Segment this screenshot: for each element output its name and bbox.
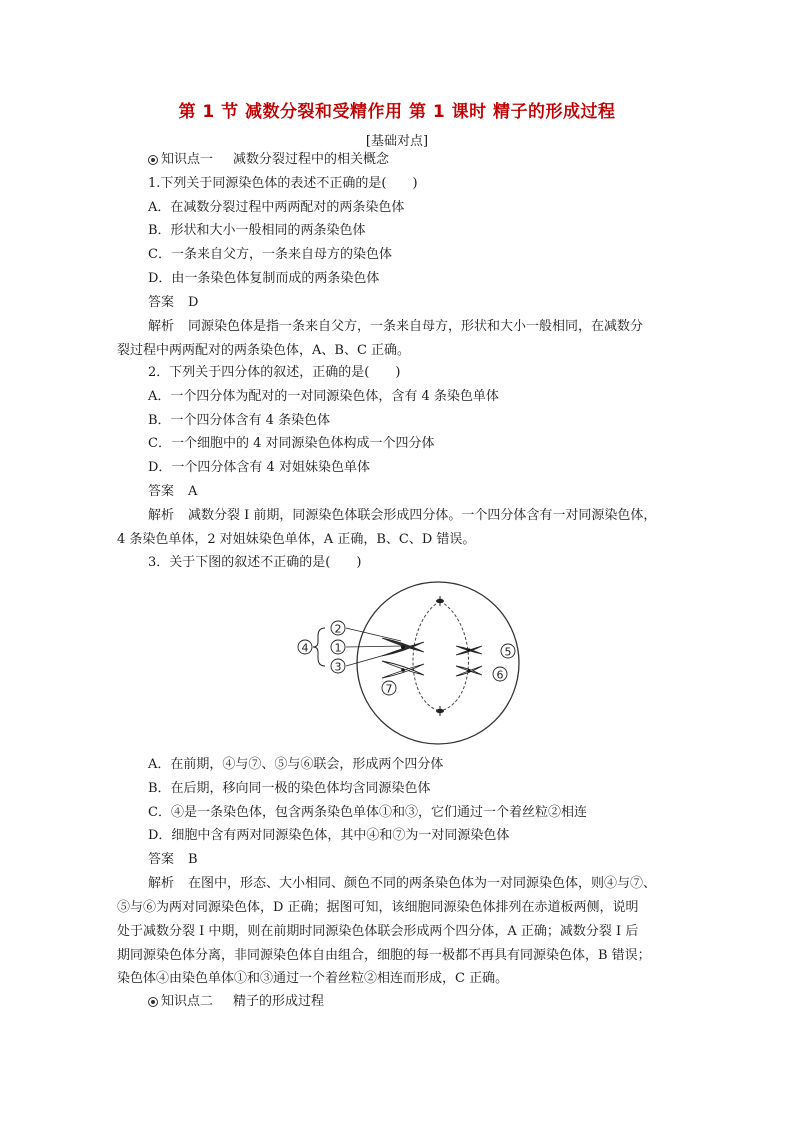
question-2-analysis-line-1 [148, 507, 656, 525]
label-2 [331, 621, 345, 636]
question-1-answer [148, 294, 198, 312]
svg-text:5: 5 [504, 645, 512, 659]
question-1-analysis-line-2: 裂过程中两两配对的两条染色体，A、B、C 正确。 [117, 343, 411, 358]
analysis-label: 解析 [148, 319, 175, 334]
section-heading: [基础对点] [365, 134, 429, 149]
label-1 [331, 640, 345, 655]
question-1-stem: 1.下列关于同源染色体的表述不正确的是( ) [148, 176, 418, 191]
question-2-option-b: B．一个四分体含有 4 条染色体 [148, 413, 331, 428]
question-3-analysis-line-1 [148, 875, 656, 893]
label-7 [382, 681, 396, 696]
question-3-stem: 3．关于下图的叙述不正确的是( ) [148, 555, 362, 570]
question-3-analysis-line-4: 期同源染色体分离，非同源染色体自由组合，细胞的每一极都不再具有同源染色体，B 错误； [117, 948, 651, 963]
label-5 [501, 644, 515, 659]
chromosome-7 [382, 661, 424, 678]
question-1-option-c: C．一条来自父方，一条来自母方的染色体 [148, 247, 392, 262]
analysis-text: 减数分裂 Ⅰ 前期，同源染色体联会形成四分体。一个四分体含有一对同源染色体， [188, 508, 657, 523]
label-4 [298, 640, 312, 655]
question-3-analysis-line-5: 染色体④由染色单体①和③通过一个着丝粒②相连而形成，C 正确。 [117, 971, 509, 986]
bullet-circle-icon [148, 155, 158, 165]
question-3-answer [148, 851, 198, 869]
knowledge-point-2 [148, 993, 324, 1011]
question-1-analysis-line-1 [148, 318, 643, 336]
svg-text:7: 7 [385, 682, 393, 696]
label-3 [331, 659, 345, 674]
question-3-analysis-line-2: ⑤与⑥为两对同源染色体，D 正确；据图可知，该细胞同源染色体排列在赤道板两侧，说明 [117, 900, 639, 915]
question-1-option-b: B．形状和大小一般相同的两条染色体 [148, 223, 366, 238]
question-1-option-a: A．在减数分裂过程中两两配对的两条染色体 [148, 200, 405, 215]
analysis-text: 在图中，形态、大小相同、颜色不同的两条染色体为一对同源染色体，则④与⑦、 [188, 876, 657, 891]
answer-label: 答案 [148, 852, 175, 867]
question-3-option-c: C．④是一条染色体，包含两条染色单体①和③，它们通过一个着丝粒②相连 [148, 805, 587, 820]
bullet-circle-icon [148, 997, 158, 1007]
answer-value: A [188, 484, 198, 499]
page-title: 第 1 节 减数分裂和受精作用 第 1 课时 精子的形成过程 [178, 102, 616, 122]
spindle-fiber-left [413, 601, 440, 711]
question-3-option-b: B．在后期，移向同一极的染色体均含同源染色体 [148, 781, 431, 796]
answer-value: B [188, 852, 198, 867]
question-3-analysis-line-3: 处于减数分裂 Ⅰ 中期，则在前期时同源染色体联会形成两个四分体，A 正确；减数分裂 Ⅰ 后 [117, 924, 639, 939]
question-1-option-d: D．由一条染色体复制而成的两条染色体 [148, 271, 380, 286]
knowledge-point-1 [148, 151, 389, 169]
svg-text:1: 1 [334, 641, 342, 655]
question-3-option-a: A．在前期，④与⑦、⑤与⑥联会，形成两个四分体 [148, 757, 444, 772]
question-2-option-c: C．一个细胞中的 4 对同源染色体构成一个四分体 [148, 436, 435, 451]
svg-text:4: 4 [301, 641, 309, 655]
spindle-fiber-right [440, 601, 469, 711]
answer-label: 答案 [148, 295, 175, 310]
chromosome-4 [382, 638, 424, 656]
knowledge-point-label: 知识点一 [161, 152, 214, 167]
svg-text:3: 3 [334, 660, 342, 674]
svg-text:2: 2 [334, 622, 342, 636]
answer-value: D [188, 295, 199, 310]
cell-membrane [357, 582, 519, 744]
question-2-option-a: A．一个四分体为配对的一对同源染色体，含有 4 条染色单体 [148, 389, 499, 404]
cell-division-figure [290, 578, 535, 748]
chromosome-6 [456, 666, 482, 676]
question-2-analysis-line-2: 4 条染色单体，2 对姐妹染色单体，A 正确，B、C、D 错误。 [117, 532, 476, 547]
label-6 [493, 667, 507, 682]
analysis-label: 解析 [148, 508, 175, 523]
knowledge-point-text: 减数分裂过程中的相关概念 [233, 152, 390, 167]
analysis-text: 同源染色体是指一条来自父方，一条来自母方，形状和大小一般相同，在减数分 [188, 319, 644, 334]
label-4-brace [313, 628, 325, 666]
svg-text:6: 6 [496, 668, 504, 682]
chromosome-5 [456, 646, 482, 655]
question-2-answer [148, 483, 197, 501]
knowledge-point-label: 知识点二 [161, 994, 214, 1009]
answer-label: 答案 [148, 484, 175, 499]
question-2-option-d: D．一个四分体含有 4 对姐妹染色单体 [148, 460, 370, 475]
knowledge-point-text: 精子的形成过程 [233, 994, 325, 1009]
question-3-option-d: D．细胞中含有两对同源染色体，其中④和⑦为一对同源染色体 [148, 828, 510, 843]
question-2-stem: 2．下列关于四分体的叙述，正确的是( ) [148, 365, 401, 380]
analysis-label: 解析 [148, 876, 175, 891]
